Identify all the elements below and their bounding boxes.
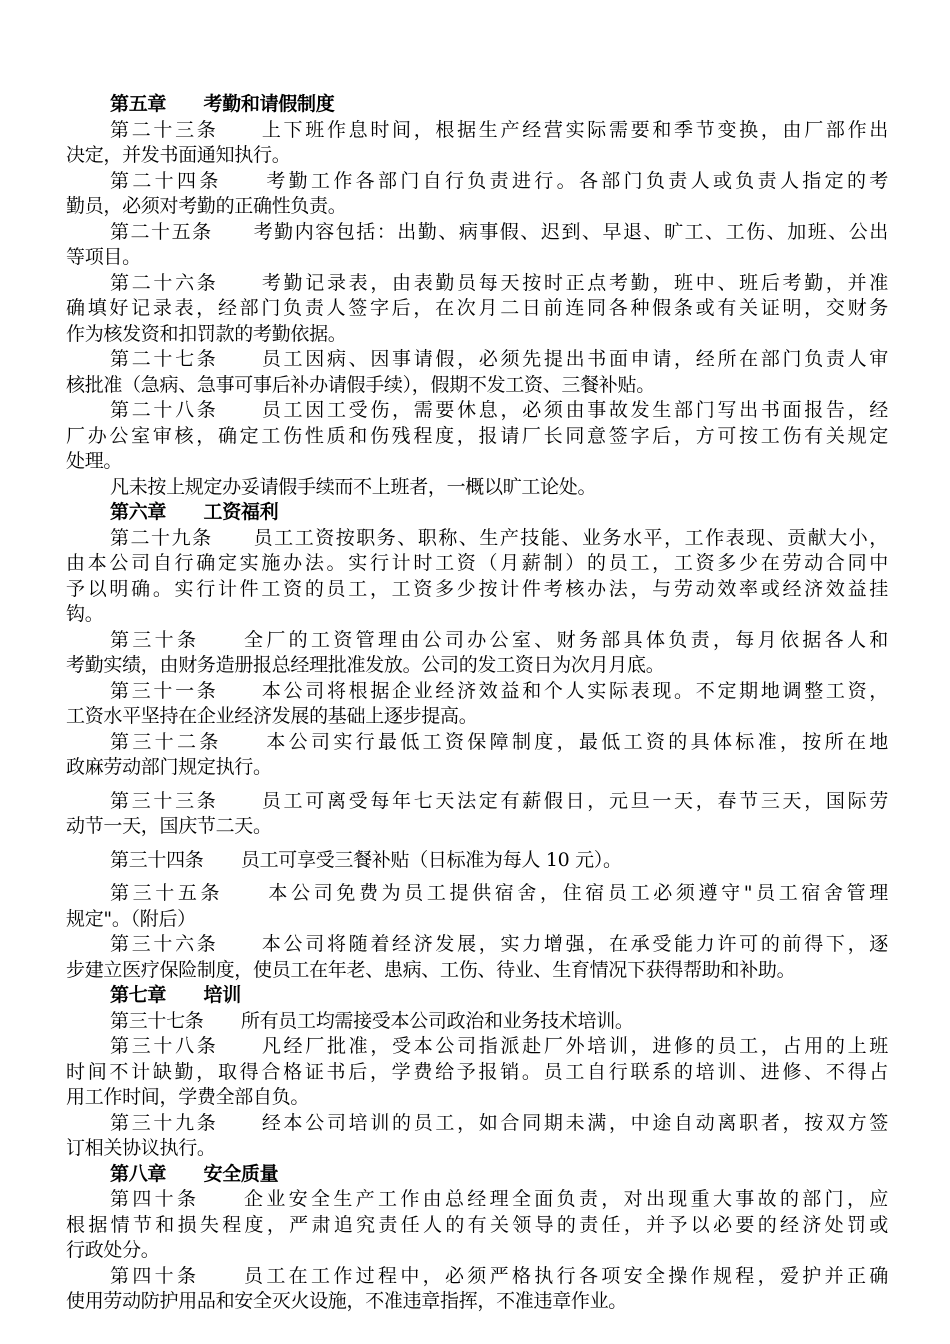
paragraph-line: 考勤实绩，由财务造册报总经理批准发放。公司的发工资日为次月月底。 bbox=[66, 654, 665, 676]
article-paragraph bbox=[66, 1034, 888, 1111]
article-paragraph bbox=[66, 475, 888, 501]
article-paragraph bbox=[66, 398, 888, 475]
paragraph-line: 步建立医疗保险制度，使员工在年老、患病、工伤、待业、生育情况下获得帮助和补助。 bbox=[66, 958, 796, 981]
article-paragraph bbox=[66, 789, 888, 840]
paragraph-line: 钩。 bbox=[66, 603, 104, 625]
paragraph-line: 第三十五条 本公司免费为员工提供宿舍，住宿员工必须遵守"员工宿舍管理 bbox=[110, 882, 888, 904]
chapter-heading bbox=[66, 1162, 888, 1188]
article-paragraph bbox=[66, 220, 888, 271]
paragraph-line: 根据情节和损失程度，严肃追究责任人的有关领导的责任，并予以必要的经济处罚或 bbox=[66, 1213, 888, 1236]
paragraph-line: 第二十七条 员工因病、因事请假，必须先提出书面申请，经所在部门负责人审 bbox=[110, 348, 888, 370]
article-paragraph bbox=[66, 628, 888, 679]
paragraph-line: 时间不计缺勤，取得合格证书后，学费给予报销。员工自行联系的培训、进修、不得占 bbox=[66, 1060, 888, 1083]
paragraph-line: 凡未按上规定办妥请假手续而不上班者，一概以旷工论处。 bbox=[110, 475, 597, 498]
chapter-heading bbox=[66, 92, 888, 118]
chapter-heading bbox=[66, 983, 888, 1009]
chapter-title: 第六章 工资福利 bbox=[110, 501, 279, 523]
paragraph-line: 第二十六条 考勤记录表，由表勤员每天按时正点考勤，班中、班后考勤，并准 bbox=[110, 271, 888, 294]
article-paragraph bbox=[66, 881, 888, 932]
article-paragraph bbox=[66, 271, 888, 348]
paragraph-line: 处理。 bbox=[66, 450, 123, 472]
paragraph-line: 第三十三条 员工可离受每年七天法定有薪假日，元旦一天，春节三天，国际劳 bbox=[110, 789, 888, 812]
paragraph-line: 由本公司自行确定实施办法。实行计时工资（月薪制）的员工，工资多少在劳动合同中 bbox=[66, 552, 888, 574]
paragraph-line: 第三十七条 所有员工均需接受本公司政治和业务技术培训。 bbox=[110, 1009, 634, 1032]
chapter-title: 第五章 考勤和请假制度 bbox=[110, 93, 335, 115]
article-paragraph bbox=[66, 347, 888, 398]
paragraph-line: 规定"。（附后） bbox=[66, 907, 196, 930]
paragraph-line: 决定，并发书面通知执行。 bbox=[66, 144, 291, 166]
paragraph-line: 第二十八条 员工因工受伤，需要休息，必须由事故发生部门写出书面报告，经 bbox=[110, 399, 888, 421]
article-paragraph bbox=[66, 1187, 888, 1264]
paragraph-line: 政麻劳动部门规定执行。 bbox=[66, 756, 272, 778]
paragraph-line: 用工作时间，学费全部自负。 bbox=[66, 1086, 310, 1108]
paragraph-line: 核批准（急病、急事可事后补办请假手续），假期不发工资、三餐补贴。 bbox=[66, 373, 655, 396]
article-paragraph bbox=[66, 118, 888, 169]
paragraph-line: 第三十六条 本公司将随着经济发展，实力增强，在承受能力许可的前得下，逐 bbox=[110, 933, 888, 955]
paragraph-line: 确填好记录表，经部门负责人签字后，在次月二日前连同各种假条或有关证明，交财务 bbox=[66, 297, 888, 319]
article-paragraph bbox=[66, 169, 888, 220]
paragraph-line: 作为核发资和扣罚款的考勤依据。 bbox=[66, 322, 347, 345]
paragraph-line: 动节一天，国庆节二天。 bbox=[66, 815, 272, 837]
paragraph-line: 第二十九条 员工工资按职务、职称、生产技能、业务水平，工作表现、贡献大小， bbox=[110, 526, 888, 549]
article-paragraph bbox=[66, 932, 888, 983]
paragraph-line: 订相关协议执行。 bbox=[66, 1137, 216, 1159]
chapter-title: 第八章 安全质量 bbox=[110, 1162, 279, 1185]
article-paragraph bbox=[66, 730, 888, 781]
article-paragraph bbox=[66, 848, 888, 874]
article-paragraph bbox=[66, 1264, 888, 1315]
article-paragraph bbox=[66, 1111, 888, 1162]
paragraph-line: 第四十条 企业安全生产工作由总经理全面负责，对出现重大事故的部门，应 bbox=[110, 1188, 888, 1210]
paragraph-line: 第三十四条 员工可享受三餐补贴（日标准为每人 10 元）。 bbox=[110, 848, 622, 871]
paragraph-line: 工资水平坚持在企业经济发展的基础上逐步提高。 bbox=[66, 705, 478, 727]
chapter-title: 第七章 培训 bbox=[110, 984, 241, 1006]
paragraph-line: 等项目。 bbox=[66, 246, 141, 268]
article-paragraph bbox=[66, 679, 888, 730]
paragraph-line: 第二十三条 上下班作息时间，根据生产经营实际需要和季节变换，由厂部作出 bbox=[110, 118, 888, 141]
paragraph-line: 第三十九条 经本公司培训的员工，如合同期未满，中途自动离职者，按双方签 bbox=[110, 1111, 888, 1134]
document-page bbox=[66, 92, 888, 1315]
paragraph-line: 第三十条 全厂的工资管理由公司办公室、财务部具体负责，每月依据各人和 bbox=[110, 628, 888, 651]
paragraph-line: 第三十一条 本公司将根据企业经济效益和个人实际表现。不定期地调整工资， bbox=[110, 679, 888, 702]
paragraph-line: 第四十条 员工在工作过程中，必须严格执行各项安全操作规程，爱护并正确 bbox=[110, 1264, 888, 1287]
article-paragraph bbox=[66, 1009, 888, 1035]
paragraph-line: 第三十八条 凡经厂批准，受本公司指派赴厂外培训，进修的员工，占用的上班 bbox=[110, 1035, 888, 1057]
paragraph-line: 第二十四条 考勤工作各部门自行负责进行。各部门负责人或负责人指定的考 bbox=[110, 169, 888, 192]
chapter-heading bbox=[66, 500, 888, 526]
paragraph-line: 第三十二条 本公司实行最低工资保障制度，最低工资的具体标准，按所在地 bbox=[110, 730, 888, 753]
paragraph-line: 予以明确。实行计件工资的员工，工资多少按计件考核办法，与劳动效率或经济效益挂 bbox=[66, 577, 888, 600]
paragraph-line: 勤员，必须对考勤的正确性负责。 bbox=[66, 195, 347, 217]
paragraph-line: 第二十五条 考勤内容包括：出勤、病事假、迟到、早退、旷工、工伤、加班、公出 bbox=[110, 220, 888, 243]
paragraph-line: 使用劳动防护用品和安全灭火设施，不准违章指挥，不准违章作业。 bbox=[66, 1290, 628, 1312]
paragraph-line: 行政处分。 bbox=[66, 1239, 160, 1261]
article-paragraph bbox=[66, 526, 888, 628]
paragraph-line: 厂办公室审核，确定工伤性质和伤残程度，报请厂长同意签字后，方可按工伤有关规定 bbox=[66, 424, 888, 447]
